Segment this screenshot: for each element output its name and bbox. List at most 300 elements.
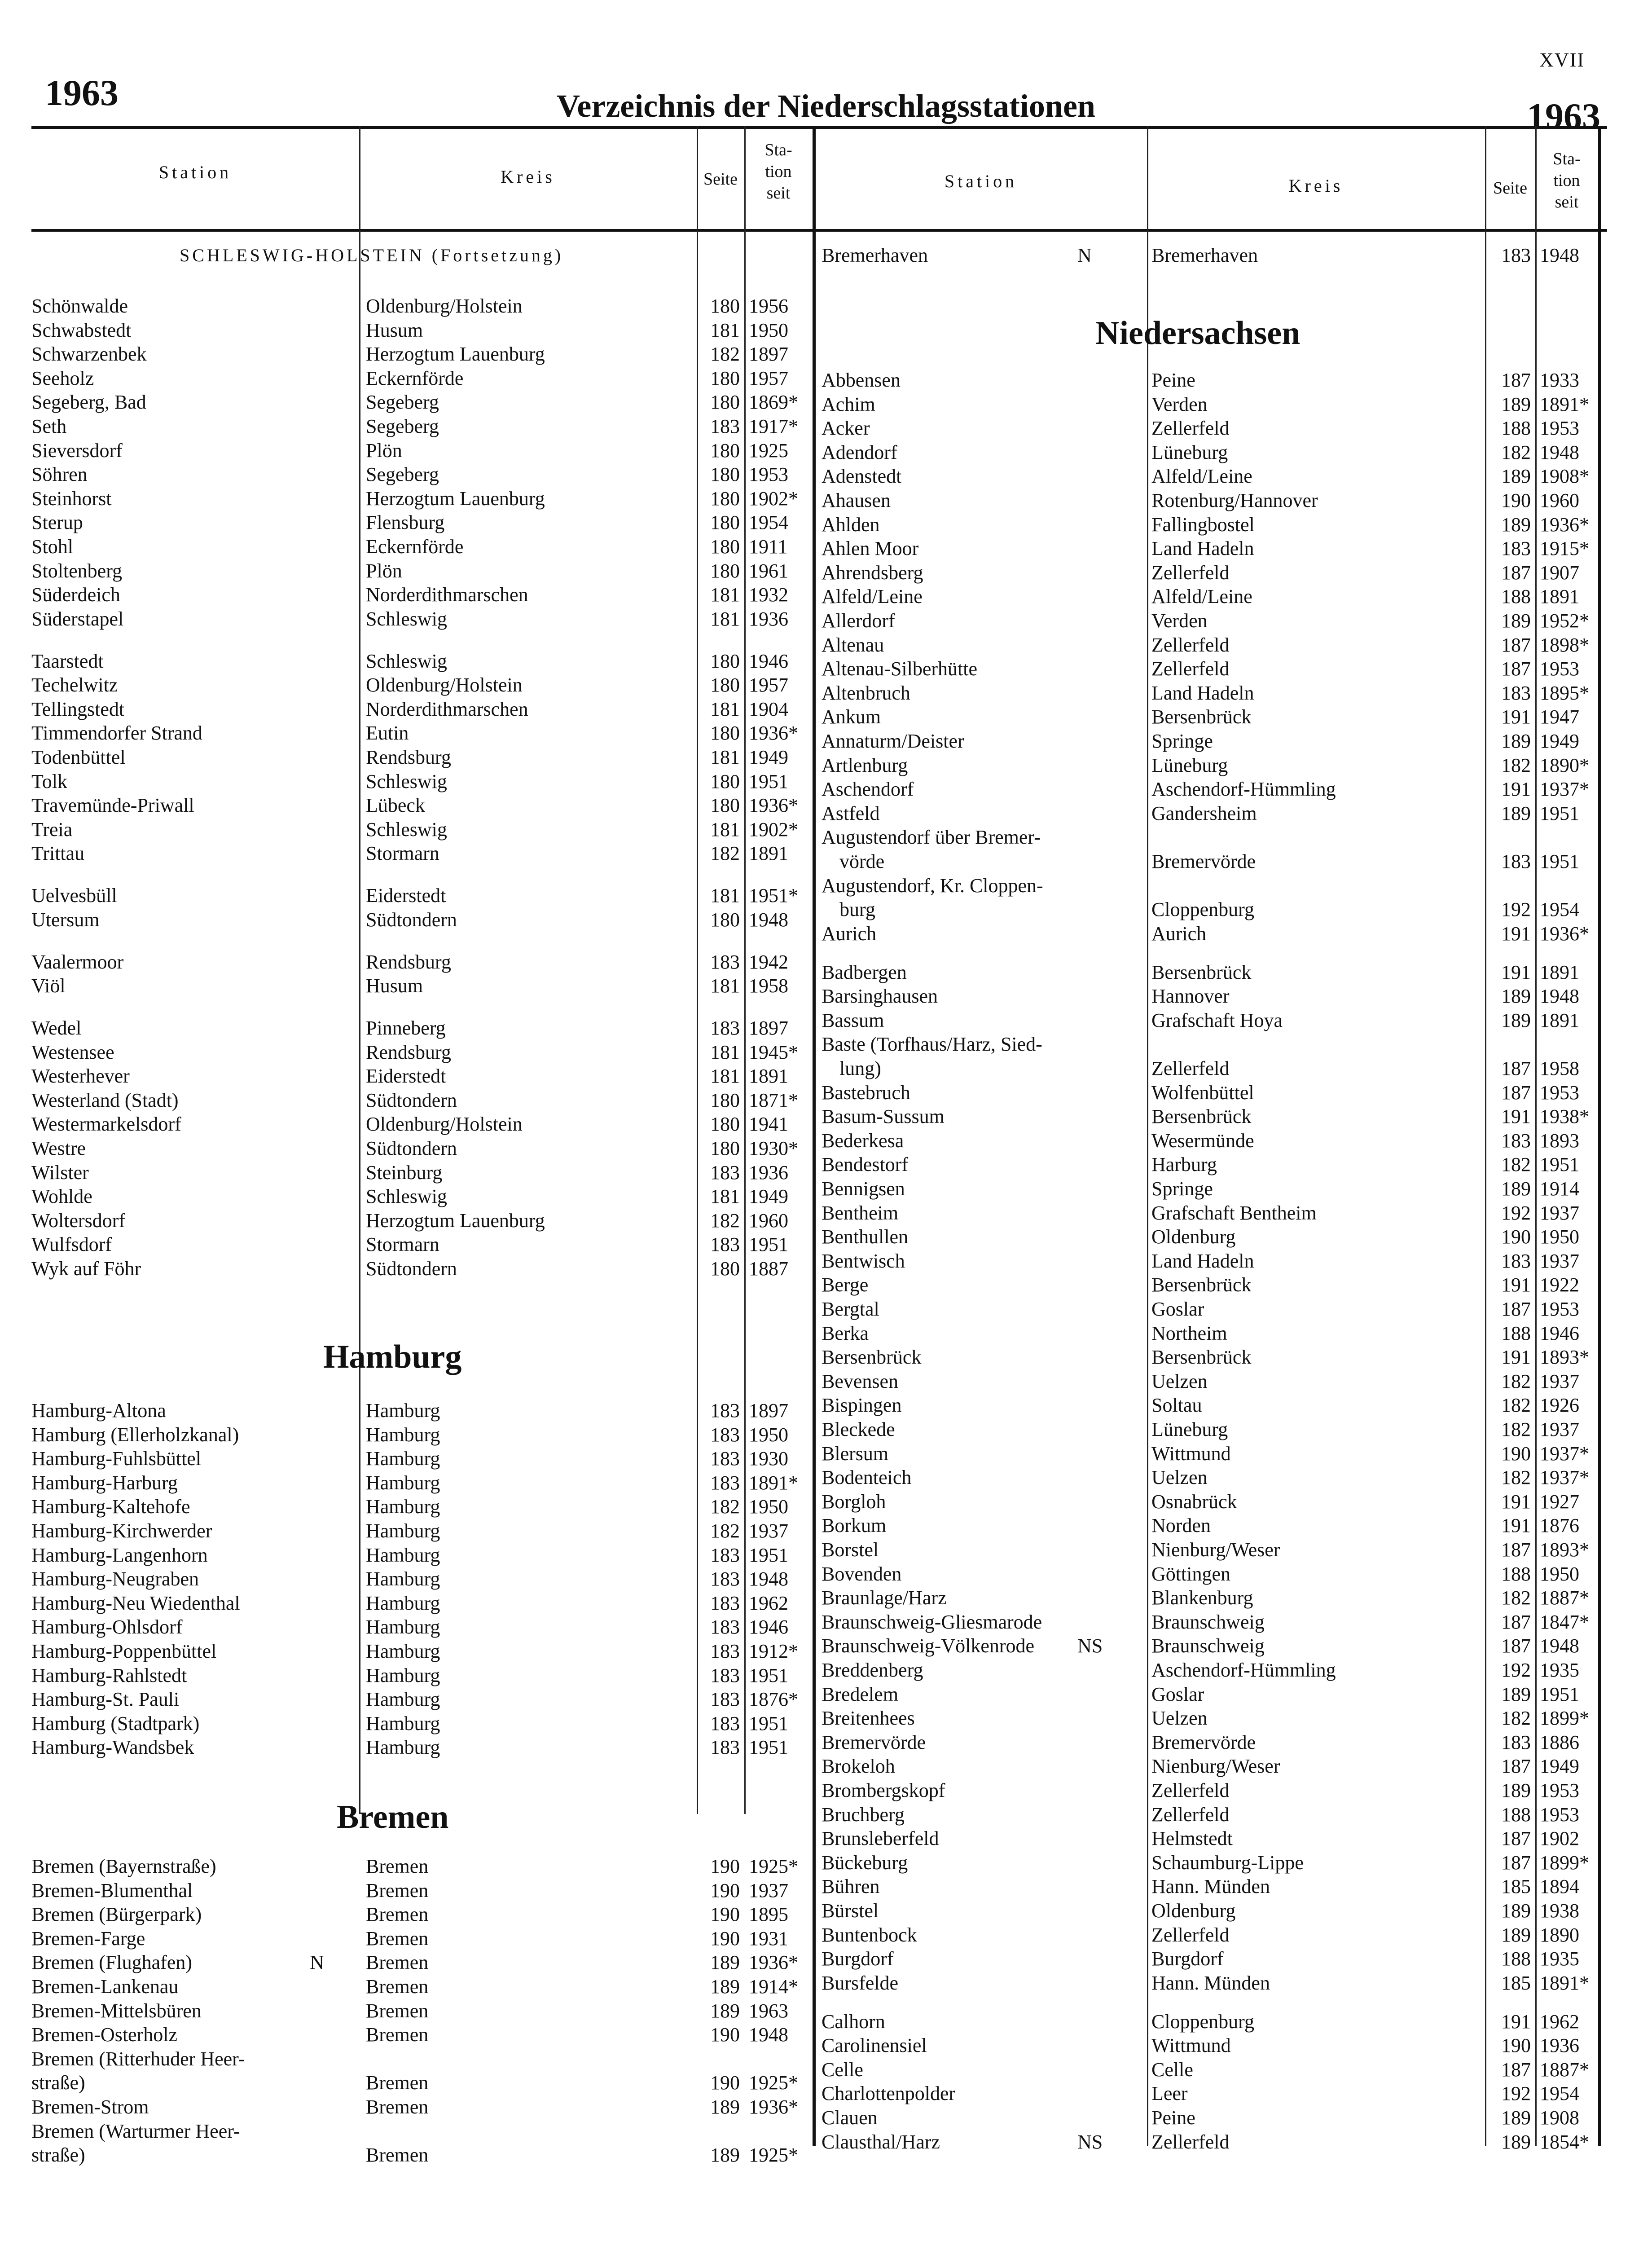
station-name: Bremen (Warturmer Heer- bbox=[31, 2120, 240, 2142]
station-name: Hamburg-Fuhlsbüttel bbox=[31, 1448, 202, 1470]
station-name: Celle bbox=[822, 2058, 863, 2081]
station-name: Artlenburg bbox=[822, 754, 908, 776]
seit-value: 1887* bbox=[1540, 2058, 1589, 2081]
seite-value: 180 bbox=[710, 1258, 740, 1280]
station-name: Hamburg (Ellerholzkanal) bbox=[31, 1423, 239, 1446]
kreis-name: Hamburg bbox=[366, 1712, 440, 1734]
seit-value: 1950 bbox=[749, 319, 788, 341]
station-name: Altenau bbox=[822, 634, 884, 656]
station-name: Bremen (Ritterhuder Heer- bbox=[31, 2047, 245, 2070]
seite-value: 180 bbox=[710, 511, 740, 534]
station-name: Hamburg-Neu Wiedenthal bbox=[31, 1592, 240, 1614]
station-name: Bovenden bbox=[822, 1563, 902, 1585]
seite-value: 180 bbox=[710, 1113, 740, 1136]
seit-value: 1936* bbox=[749, 794, 798, 817]
seite-value: 183 bbox=[710, 1423, 740, 1446]
station-name: Bodenteich bbox=[822, 1466, 912, 1489]
station-name: Bremervörde bbox=[822, 1731, 926, 1753]
station-name: Stoltenberg bbox=[31, 559, 123, 582]
seit-value: 1953 bbox=[1540, 1298, 1579, 1320]
station-name: Süderdeich bbox=[31, 584, 120, 606]
kreis-name: Hamburg bbox=[366, 1592, 440, 1614]
seit-value: 1937 bbox=[1540, 1370, 1579, 1392]
station-name: burg bbox=[839, 898, 875, 921]
seite-value: 183 bbox=[710, 1736, 740, 1759]
table-row bbox=[31, 561, 1607, 585]
seit-value: 1951* bbox=[749, 885, 798, 907]
table-row bbox=[31, 1081, 1607, 1105]
seite-value: 183 bbox=[710, 415, 740, 437]
station-name: Abbensen bbox=[822, 369, 901, 391]
seit-value: 1936* bbox=[749, 1951, 798, 1974]
header-seite-left: Seite bbox=[703, 170, 738, 189]
seite-value: 180 bbox=[710, 1137, 740, 1159]
kreis-name: Eiderstedt bbox=[366, 885, 446, 907]
header-seit-line: seit bbox=[766, 184, 791, 202]
station-name: Wyk auf Föhr bbox=[31, 1258, 141, 1280]
kreis-name: Hamburg bbox=[366, 1448, 440, 1470]
seit-value: 1899* bbox=[1540, 1851, 1589, 1874]
kreis-name: Peine bbox=[1151, 369, 1195, 391]
seit-value: 1915* bbox=[1540, 537, 1589, 560]
station-name: Burgdorf bbox=[822, 1948, 894, 1970]
station-name: Berka bbox=[822, 1322, 869, 1344]
station-name: Todenbüttel bbox=[31, 746, 126, 768]
kreis-name: Aschendorf-Hümmling bbox=[1151, 778, 1336, 801]
header-seite-right: Seite bbox=[1493, 179, 1527, 198]
kreis-name: Bersenbrück bbox=[1151, 961, 1252, 983]
station-name: Bückeburg bbox=[822, 1851, 908, 1874]
seite-value: 189 bbox=[1501, 802, 1531, 824]
table-row bbox=[31, 1899, 1607, 1923]
seite-value: 188 bbox=[1501, 417, 1531, 440]
station-name: Carolinensiel bbox=[822, 2034, 927, 2057]
kreis-name: Blankenburg bbox=[1151, 1587, 1253, 1609]
table-row bbox=[31, 1442, 1607, 1466]
seit-value: 1887 bbox=[749, 1258, 788, 1280]
station-name: Bevensen bbox=[822, 1370, 899, 1392]
table-row bbox=[31, 416, 1607, 440]
station-name: Viöl bbox=[31, 975, 66, 997]
table-header-rule bbox=[31, 229, 1607, 232]
kreis-name: Land Hadeln bbox=[1151, 537, 1254, 560]
kreis-name: Gandersheim bbox=[1151, 802, 1257, 824]
table-row bbox=[31, 633, 1607, 657]
seit-value: 1941 bbox=[749, 1113, 788, 1136]
seit-value: 1949 bbox=[1540, 730, 1579, 752]
table-row bbox=[31, 1586, 1607, 1610]
kreis-name: Braunschweig bbox=[1151, 1611, 1265, 1633]
kreis-name: Wittmund bbox=[1151, 1442, 1231, 1465]
table-row bbox=[31, 1923, 1607, 1947]
table-row bbox=[31, 489, 1607, 513]
seite-value: 189 bbox=[1501, 1683, 1531, 1705]
seit-value: 1953 bbox=[749, 463, 788, 486]
seite-value: 180 bbox=[710, 674, 740, 696]
kreis-name: Südtondern bbox=[366, 908, 457, 931]
table-row bbox=[31, 368, 1607, 392]
kreis-name: Plön bbox=[366, 559, 402, 582]
seit-value: 1950 bbox=[1540, 1226, 1579, 1248]
station-name: Woltersdorf bbox=[31, 1209, 126, 1232]
kreis-name: Hann. Münden bbox=[1151, 1875, 1270, 1898]
station-name: Augustendorf über Bremer- bbox=[822, 826, 1041, 849]
table-row bbox=[31, 2058, 1607, 2082]
station-name: Bremen-Mittelsbüren bbox=[31, 1999, 202, 2022]
kreis-name: Zellerfeld bbox=[1151, 2131, 1230, 2153]
kreis-name: Verden bbox=[1151, 393, 1208, 415]
kreis-name: Schleswig bbox=[366, 818, 447, 841]
table-row bbox=[31, 2010, 1607, 2034]
seite-value: 190 bbox=[710, 1879, 740, 1902]
seite-value: 182 bbox=[710, 343, 740, 365]
station-name: Seeholz bbox=[31, 367, 94, 389]
station-name: Astfeld bbox=[822, 802, 880, 824]
table-row bbox=[31, 2082, 1607, 2106]
seit-value: 1958 bbox=[1540, 1057, 1579, 1079]
kreis-name: Zellerfeld bbox=[1151, 1057, 1230, 1079]
table-row bbox=[31, 392, 1607, 417]
seite-value: 182 bbox=[710, 1520, 740, 1542]
seit-value: 1936* bbox=[1540, 922, 1589, 945]
seite-value: 189 bbox=[1501, 1924, 1531, 1946]
kreis-name: Segeberg bbox=[366, 391, 439, 414]
seit-value: 1953 bbox=[1540, 1803, 1579, 1826]
table-row bbox=[31, 1851, 1607, 1875]
seit-value: 1949 bbox=[749, 746, 788, 768]
seit-value: 1933 bbox=[1540, 369, 1579, 391]
station-name: Brokeloh bbox=[822, 1755, 895, 1778]
seit-value: 1957 bbox=[749, 674, 788, 696]
kreis-name: Leer bbox=[1151, 2082, 1188, 2105]
seite-value: 181 bbox=[710, 818, 740, 841]
seite-value: 192 bbox=[1501, 1659, 1531, 1681]
seit-value: 1948 bbox=[1540, 244, 1579, 266]
seit-value: 1898* bbox=[1540, 634, 1589, 656]
kreis-name: Bersenbrück bbox=[1151, 1274, 1252, 1296]
seite-value: 183 bbox=[710, 1568, 740, 1590]
kreis-name: Peine bbox=[1151, 2106, 1195, 2129]
table-row bbox=[31, 1514, 1607, 1538]
seite-value: 189 bbox=[710, 1976, 740, 1998]
seit-value: 1953 bbox=[1540, 1779, 1579, 1801]
station-name: Hamburg-Wandsbek bbox=[31, 1736, 194, 1759]
seite-value: 180 bbox=[710, 1089, 740, 1111]
seite-value: 189 bbox=[1501, 1899, 1531, 1922]
seite-value: 180 bbox=[710, 794, 740, 817]
seit-value: 1937 bbox=[1540, 1418, 1579, 1440]
kreis-name: Rendsburg bbox=[366, 746, 451, 768]
seit-value: 1962 bbox=[749, 1592, 788, 1614]
seite-value: 183 bbox=[1501, 1129, 1531, 1152]
kreis-name: Norderdithmarschen bbox=[366, 584, 528, 606]
station-name: Blersum bbox=[822, 1442, 889, 1465]
seite-value: 183 bbox=[710, 1688, 740, 1711]
seit-value: 1936* bbox=[749, 722, 798, 744]
station-name: Bentwisch bbox=[822, 1250, 905, 1272]
kreis-name: Uelzen bbox=[1151, 1707, 1208, 1730]
kreis-name: Nienburg/Weser bbox=[1151, 1538, 1280, 1561]
table-row bbox=[31, 898, 1607, 922]
seite-value: 182 bbox=[1501, 1153, 1531, 1176]
table-row bbox=[31, 342, 1607, 366]
station-name: Schönwalde bbox=[31, 295, 128, 317]
page-number: XVII bbox=[1539, 49, 1585, 71]
table-row bbox=[31, 984, 1607, 1008]
kreis-name: Bremerhaven bbox=[1151, 244, 1258, 266]
seit-value: 1891* bbox=[1540, 1972, 1589, 1994]
seit-value: 1950 bbox=[1540, 1563, 1579, 1585]
kreis-name: Bremen bbox=[366, 2096, 429, 2118]
seit-value: 1962 bbox=[1540, 2010, 1579, 2033]
seit-value: 1958 bbox=[749, 975, 788, 997]
station-name: Baste (Torfhaus/Harz, Sied- bbox=[822, 1033, 1042, 1056]
station-name: Bederkesa bbox=[822, 1129, 904, 1152]
seit-value: 1948 bbox=[1540, 1635, 1579, 1657]
seite-value: 191 bbox=[1501, 1346, 1531, 1369]
seite-value: 188 bbox=[1501, 1803, 1531, 1826]
seite-value: 187 bbox=[1501, 561, 1531, 584]
kreis-name: Hamburg bbox=[366, 1544, 440, 1566]
seit-value: 1907 bbox=[1540, 561, 1579, 584]
station-name: Bremen-Strom bbox=[31, 2096, 149, 2118]
header-seit-line: Sta- bbox=[1553, 150, 1581, 168]
seite-value: 183 bbox=[710, 1017, 740, 1039]
kreis-name: Göttingen bbox=[1151, 1563, 1230, 1585]
station-name: Hamburg-Kirchwerder bbox=[31, 1520, 212, 1542]
kreis-name: Hamburg bbox=[366, 1616, 440, 1638]
table-row bbox=[31, 1201, 1607, 1225]
kreis-name: Nienburg/Weser bbox=[1151, 1755, 1280, 1778]
station-name: Bremen-Osterholz bbox=[31, 2024, 177, 2046]
kreis-name: Bersenbrück bbox=[1151, 1346, 1252, 1369]
kreis-name: Rotenburg/Hannover bbox=[1151, 489, 1318, 511]
seit-value: 1936* bbox=[749, 2096, 798, 2118]
seite-value: 180 bbox=[710, 463, 740, 486]
seit-value: 1917* bbox=[749, 415, 798, 437]
station-name: Tolk bbox=[31, 770, 68, 792]
table-row bbox=[31, 1032, 1607, 1056]
seite-value: 188 bbox=[1501, 585, 1531, 608]
station-name: Bassum bbox=[822, 1009, 884, 1031]
kreis-name: Uelzen bbox=[1151, 1370, 1208, 1392]
table-row bbox=[31, 1056, 1607, 1081]
seite-value: 183 bbox=[710, 1471, 740, 1494]
station-name: Bredelem bbox=[822, 1683, 899, 1705]
seit-value: 1951 bbox=[749, 1233, 788, 1256]
station-name: Augustendorf, Kr. Cloppen- bbox=[822, 874, 1043, 897]
seit-value: 1911 bbox=[749, 536, 788, 558]
kreis-name: Südtondern bbox=[366, 1089, 457, 1111]
seit-value: 1960 bbox=[1540, 489, 1579, 511]
station-name: Buntenbock bbox=[822, 1924, 917, 1946]
header-station-right: Station bbox=[944, 171, 1018, 191]
kreis-name: Husum bbox=[366, 975, 423, 997]
seit-value: 1960 bbox=[749, 1209, 788, 1232]
kreis-name: Zellerfeld bbox=[1151, 634, 1230, 656]
seite-value: 181 bbox=[710, 975, 740, 997]
station-name: lung) bbox=[839, 1057, 881, 1079]
station-name: Barsinghausen bbox=[822, 985, 938, 1008]
seit-value: 1902* bbox=[749, 487, 798, 510]
kreis-name: Herzogtum Lauenburg bbox=[366, 487, 545, 510]
kreis-name: Bremen bbox=[366, 2144, 429, 2166]
station-name: Westerland (Stadt) bbox=[31, 1089, 179, 1111]
station-name: Ankum bbox=[822, 706, 881, 728]
seit-value: 1951 bbox=[1540, 1683, 1579, 1705]
table-row bbox=[31, 2034, 1607, 2058]
seit-value: 1902* bbox=[749, 818, 798, 841]
table-row bbox=[31, 609, 1607, 633]
table-row bbox=[31, 513, 1607, 537]
kreis-name: Grafschaft Bentheim bbox=[1151, 1202, 1317, 1224]
seit-value: 1937 bbox=[749, 1520, 788, 1542]
kreis-name: Hamburg bbox=[366, 1640, 440, 1662]
seit-value: 1893* bbox=[1540, 1538, 1589, 1561]
table-row bbox=[31, 960, 1607, 985]
station-name: Annaturm/Deister bbox=[822, 730, 964, 752]
table-row bbox=[31, 1273, 1607, 1297]
kreis-name: Hamburg bbox=[366, 1664, 440, 1686]
table-row bbox=[31, 1538, 1607, 1562]
seite-value: 191 bbox=[1501, 1490, 1531, 1513]
kreis-name: Land Hadeln bbox=[1151, 1250, 1254, 1272]
kreis-name: Eutin bbox=[366, 722, 409, 744]
kreis-name: Hamburg bbox=[366, 1496, 440, 1518]
seit-value: 1930* bbox=[749, 1137, 798, 1159]
seit-value: 1854* bbox=[1540, 2131, 1589, 2153]
seite-value: 183 bbox=[1501, 1250, 1531, 1272]
seit-value: 1912* bbox=[749, 1640, 798, 1662]
seit-value: 1930 bbox=[749, 1448, 788, 1470]
seit-value: 1925* bbox=[749, 1855, 798, 1877]
station-name: Breddenberg bbox=[822, 1659, 923, 1681]
kreis-name: Stormarn bbox=[366, 1233, 439, 1256]
seite-value: 192 bbox=[1501, 1202, 1531, 1224]
seit-value: 1936 bbox=[1540, 2034, 1579, 2057]
kreis-name: Rendsburg bbox=[366, 1041, 451, 1063]
station-name: Westre bbox=[31, 1137, 86, 1159]
station-name: Ahlen Moor bbox=[822, 537, 919, 560]
table-row bbox=[31, 585, 1607, 609]
seit-value: 1951 bbox=[1540, 1153, 1579, 1176]
seite-value: 190 bbox=[710, 1903, 740, 1926]
seit-value: 1945* bbox=[749, 1041, 798, 1063]
station-name: Wedel bbox=[31, 1017, 82, 1039]
table-row bbox=[31, 1754, 1607, 1778]
seit-value: 1954 bbox=[1540, 898, 1579, 921]
seite-value: 180 bbox=[710, 391, 740, 414]
year-left: 1963 bbox=[45, 72, 119, 113]
kreis-name: Schleswig bbox=[366, 1185, 447, 1208]
station-name: Steinhorst bbox=[31, 487, 112, 510]
kreis-name: Osnabrück bbox=[1151, 1490, 1237, 1513]
table-row bbox=[31, 294, 1607, 318]
section-heading-niedersachsen: Niedersachsen bbox=[1095, 315, 1301, 352]
seite-value: 180 bbox=[710, 722, 740, 744]
station-name: Hamburg-Harburg bbox=[31, 1471, 178, 1494]
seite-value: 190 bbox=[710, 2024, 740, 2046]
seit-value: 1952* bbox=[1540, 610, 1589, 632]
seit-value: 1922 bbox=[1540, 1274, 1579, 1296]
kreis-name: Celle bbox=[1151, 2058, 1193, 2081]
table-row bbox=[31, 1105, 1607, 1129]
kreis-name: Eckernförde bbox=[366, 367, 464, 389]
station-name: Schwabstedt bbox=[31, 319, 132, 341]
kreis-name: Zellerfeld bbox=[1151, 561, 1230, 584]
seit-value: 1894 bbox=[1540, 1875, 1579, 1898]
seite-value: 190 bbox=[710, 1927, 740, 1950]
station-name: Hamburg-Kaltehofe bbox=[31, 1496, 190, 1518]
seite-value: 181 bbox=[710, 698, 740, 720]
seit-value: 1946 bbox=[1540, 1322, 1579, 1344]
seit-value: 1899* bbox=[1540, 1707, 1589, 1730]
station-name: Stohl bbox=[31, 536, 73, 558]
station-name: Basum-Sussum bbox=[822, 1105, 945, 1128]
kreis-name: Hamburg bbox=[366, 1736, 440, 1759]
kreis-name: Bremervörde bbox=[1151, 850, 1256, 872]
seit-value: 1950 bbox=[749, 1423, 788, 1446]
seit-value: 1925* bbox=[749, 2144, 798, 2166]
seite-value: 191 bbox=[1501, 1514, 1531, 1537]
section-heading-bremen: Bremen bbox=[337, 1799, 449, 1836]
kreis-name: Segeberg bbox=[366, 463, 439, 486]
seite-value: 189 bbox=[1501, 1779, 1531, 1801]
seite-value: 191 bbox=[1501, 1274, 1531, 1296]
station-name: Bremerhaven bbox=[822, 244, 928, 266]
station-name: Bremen (Bürgerpark) bbox=[31, 1903, 202, 1926]
seite-value: 182 bbox=[710, 1496, 740, 1518]
seite-value: 182 bbox=[1501, 441, 1531, 463]
kreis-name: Grafschaft Hoya bbox=[1151, 1009, 1283, 1031]
station-name: Alfeld/Leine bbox=[822, 585, 923, 608]
kreis-name: Herzogtum Lauenburg bbox=[366, 1209, 545, 1232]
station-name: Bentheim bbox=[822, 1202, 899, 1224]
seite-value: 187 bbox=[1501, 634, 1531, 656]
kreis-name: Alfeld/Leine bbox=[1151, 465, 1252, 488]
seite-value: 182 bbox=[1501, 1418, 1531, 1440]
kreis-name: Harburg bbox=[1151, 1153, 1217, 1176]
table-row bbox=[31, 1297, 1607, 1321]
kreis-name: Zellerfeld bbox=[1151, 1924, 1230, 1946]
kreis-name: Lübeck bbox=[366, 794, 425, 817]
station-name: Braunschweig-Gliesmarode bbox=[822, 1611, 1042, 1633]
table-row bbox=[31, 1153, 1607, 1177]
seit-value: 1957 bbox=[749, 367, 788, 389]
table-row bbox=[31, 1345, 1607, 1369]
station-name: Bruchberg bbox=[822, 1803, 905, 1826]
table-row bbox=[31, 1706, 1607, 1730]
seit-value: 1876* bbox=[749, 1688, 798, 1711]
station-name: Bleckede bbox=[822, 1418, 895, 1440]
kreis-name: Eiderstedt bbox=[366, 1065, 446, 1087]
kreis-name: Hann. Münden bbox=[1151, 1972, 1270, 1994]
seit-value: 1932 bbox=[749, 584, 788, 606]
table-row bbox=[31, 1827, 1607, 1851]
state-heading-schleswig-holstein: SCHLESWIG-HOLSTEIN (Fortsetzung) bbox=[180, 245, 564, 265]
seite-value: 189 bbox=[1501, 513, 1531, 536]
table-row bbox=[31, 2130, 1607, 2154]
seit-value: 1954 bbox=[749, 511, 788, 534]
header-seit-line: seit bbox=[1555, 193, 1579, 211]
kreis-name: Uelzen bbox=[1151, 1466, 1208, 1489]
kreis-name: Stormarn bbox=[366, 842, 439, 865]
seite-value: 183 bbox=[710, 1544, 740, 1566]
seite-value: 183 bbox=[710, 1161, 740, 1184]
seite-value: 182 bbox=[1501, 1370, 1531, 1392]
seite-value: 183 bbox=[1501, 850, 1531, 872]
kreis-name: Plön bbox=[366, 439, 402, 462]
